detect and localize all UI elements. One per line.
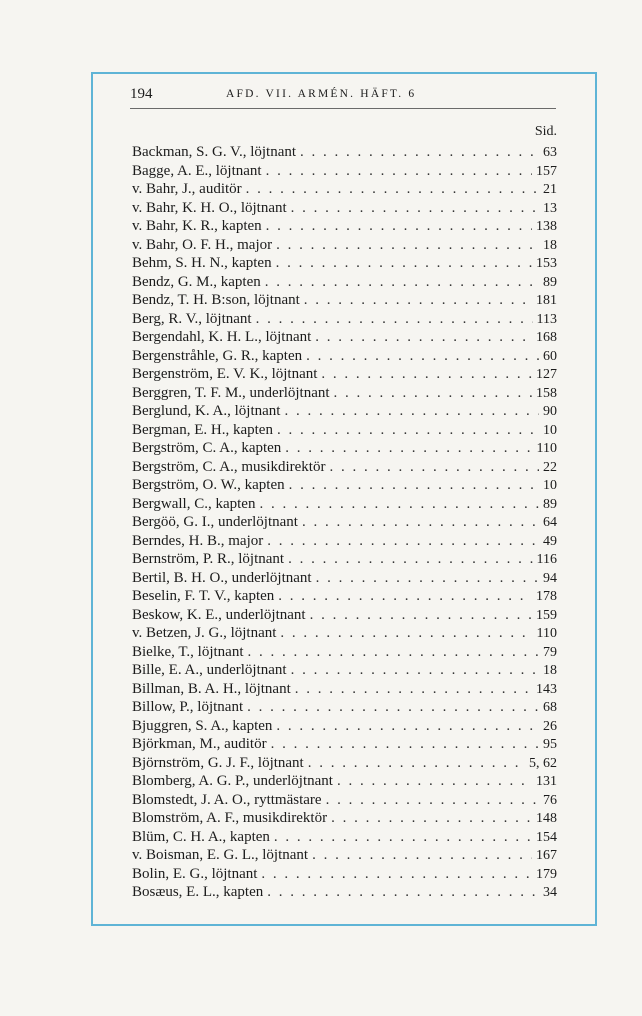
entry-name: Blomström, A. F., musikdirektör <box>132 810 328 826</box>
entry-page-number: 181 <box>536 293 557 308</box>
dot-leader <box>291 661 539 680</box>
dot-leader <box>277 421 539 440</box>
dot-leader <box>261 865 532 884</box>
entry-page-number: 13 <box>543 200 557 216</box>
index-entry <box>132 476 557 495</box>
index-entry <box>132 402 557 421</box>
entry-page-number: 116 <box>536 552 557 567</box>
entry-page-number: 18 <box>543 663 557 678</box>
dot-leader <box>266 217 532 236</box>
entry-page-number: 157 <box>536 163 557 179</box>
entry-page-number: 168 <box>536 330 557 345</box>
dot-leader <box>315 328 532 347</box>
entry-name: Blüm, C. H. A., kapten <box>132 828 270 845</box>
entry-name: Björkman, M., auditör <box>132 736 267 752</box>
entry-page-number: 127 <box>536 367 557 382</box>
index-entry <box>132 180 557 199</box>
entry-name: Bergström, C. A., musikdirektör <box>132 458 326 475</box>
dot-leader <box>308 754 525 773</box>
dot-leader <box>284 402 539 421</box>
index-entry <box>132 606 557 625</box>
entry-name: Bergström, C. A., kapten <box>132 440 282 456</box>
entry-name: Berggren, T. F. M., underlöjtnant <box>132 384 330 401</box>
index-entry <box>132 254 557 273</box>
dot-leader <box>276 236 539 255</box>
entry-name: v. Bahr, K. R., kapten <box>132 218 262 234</box>
index-entry <box>132 680 557 699</box>
index-entry <box>132 421 557 440</box>
entry-name: Bergendahl, K. H. L., löjtnant <box>132 329 312 345</box>
index-entry <box>132 624 557 643</box>
dot-leader <box>278 587 532 606</box>
entry-name: Bertil, B. H. O., underlöjtnant <box>132 569 312 586</box>
entry-page-number: 138 <box>536 219 557 234</box>
entry-name: Bergman, E. H., kapten <box>132 421 273 438</box>
index-entry <box>132 754 557 773</box>
dot-leader <box>306 347 539 366</box>
entry-name: Berndes, H. B., major <box>132 532 264 549</box>
index-entry <box>132 513 557 532</box>
dot-leader <box>256 310 533 329</box>
index-entry <box>132 550 557 569</box>
entry-name: Bergenstråhle, G. R., kapten <box>132 347 303 364</box>
entry-name: Bjuggren, S. A., kapten <box>132 717 273 734</box>
dot-leader <box>247 698 539 717</box>
index-entry <box>132 532 557 551</box>
index-entry <box>132 458 557 477</box>
entry-page-number: 95 <box>543 737 557 752</box>
index-list <box>132 143 557 902</box>
index-entry <box>132 791 557 810</box>
entry-name: Bernström, P. R., löjtnant <box>132 551 285 567</box>
entry-page-number: 18 <box>543 237 557 253</box>
entry-name: v. Boisman, E. G. L., löjtnant <box>132 847 309 863</box>
dot-leader <box>316 569 539 588</box>
dot-leader <box>300 143 539 162</box>
dot-leader <box>265 273 539 292</box>
entry-page-number: 154 <box>536 829 557 845</box>
entry-name: Bergwall, C., kapten <box>132 495 256 512</box>
index-entry <box>132 273 557 292</box>
entry-page-number: 89 <box>543 496 557 512</box>
dot-leader <box>288 550 532 569</box>
index-entry <box>132 717 557 736</box>
dot-leader <box>259 495 539 514</box>
entry-page-number: 63 <box>543 145 557 160</box>
entry-name: Björnström, G. J. F., löjtnant <box>132 754 304 771</box>
dot-leader <box>334 384 532 403</box>
entry-page-number: 131 <box>536 774 557 789</box>
entry-name: v. Bahr, J., auditör <box>132 181 242 197</box>
entry-page-number: 90 <box>543 404 557 419</box>
dot-leader <box>246 180 539 199</box>
entry-page-number: 148 <box>536 811 557 826</box>
index-entry <box>132 143 557 162</box>
entry-page-number: 89 <box>543 274 557 290</box>
entry-name: Bergenström, E. V. K., löjtnant <box>132 366 318 382</box>
dot-leader <box>276 717 539 736</box>
index-entry <box>132 236 557 255</box>
entry-page-number: 21 <box>543 182 557 197</box>
index-entry <box>132 661 557 680</box>
entry-name: Bille, E. A., underlöjtnant <box>132 662 287 678</box>
dot-leader <box>267 883 539 902</box>
dot-leader <box>312 846 532 865</box>
index-entry <box>132 865 557 884</box>
dot-leader <box>274 828 532 847</box>
entry-page-number: 94 <box>543 570 557 586</box>
dot-leader <box>291 199 539 218</box>
entry-page-number: 153 <box>536 256 557 271</box>
entry-page-number: 68 <box>543 700 557 715</box>
entry-page-number: 26 <box>543 718 557 734</box>
entry-page-number: 76 <box>543 792 557 808</box>
entry-page-number: 10 <box>543 422 557 438</box>
dot-leader <box>267 532 539 551</box>
dot-leader <box>304 291 532 310</box>
index-entry <box>132 162 557 181</box>
entry-name: v. Betzen, J. G., löjtnant <box>132 625 277 641</box>
entry-name: Beselin, F. T. V., kapten <box>132 588 275 604</box>
dot-leader <box>321 365 532 384</box>
dot-leader <box>310 606 532 625</box>
index-entry <box>132 809 557 828</box>
dot-leader <box>289 476 539 495</box>
entry-page-number: 159 <box>536 607 557 623</box>
entry-page-number: 22 <box>543 459 557 475</box>
running-title: AFD. VII. ARMÉN. HÄFT. 6 <box>226 88 417 100</box>
index-entry <box>132 643 557 662</box>
index-entry <box>132 365 557 384</box>
entry-name: Bendz, G. M., kapten <box>132 273 261 290</box>
index-entry <box>132 328 557 347</box>
index-entry <box>132 883 557 902</box>
dot-leader <box>285 439 532 458</box>
entry-name: Blomstedt, J. A. O., ryttmästare <box>132 791 322 808</box>
entry-name: Bolin, E. G., löjtnant <box>132 865 258 882</box>
index-entry <box>132 846 557 865</box>
dot-leader <box>271 735 539 754</box>
dot-leader <box>302 513 539 532</box>
index-entry <box>132 587 557 606</box>
index-entry <box>132 828 557 847</box>
index-entry <box>132 495 557 514</box>
dot-leader <box>329 458 539 477</box>
entry-name: Bielke, T., löjtnant <box>132 643 244 660</box>
entry-name: Billow, P., löjtnant <box>132 699 244 715</box>
entry-page-number: 5, 62 <box>529 755 557 771</box>
entry-page-number: 60 <box>543 348 557 364</box>
dot-leader <box>326 791 539 810</box>
dot-leader <box>337 772 532 791</box>
entry-name: Berg, R. V., löjtnant <box>132 310 252 327</box>
entry-name: Backman, S. G. V., löjtnant <box>132 144 297 160</box>
entry-page-number: 158 <box>536 385 557 401</box>
index-entry <box>132 347 557 366</box>
index-entry <box>132 384 557 403</box>
entry-name: Beskow, K. E., underlöjtnant <box>132 606 306 623</box>
entry-page-number: 110 <box>536 441 557 456</box>
entry-page-number: 178 <box>536 589 557 604</box>
entry-page-number: 179 <box>536 866 557 882</box>
dot-leader <box>266 162 532 181</box>
entry-name: Behm, S. H. N., kapten <box>132 255 272 271</box>
index-entry <box>132 569 557 588</box>
entry-page-number: 113 <box>536 311 557 327</box>
page-number: 194 <box>130 86 153 102</box>
entry-name: Blomberg, A. G. P., underlöjtnant <box>132 773 333 789</box>
entry-page-number: 79 <box>543 644 557 660</box>
entry-page-number: 34 <box>543 885 557 900</box>
entry-page-number: 143 <box>536 681 557 697</box>
dot-leader <box>280 624 532 643</box>
entry-name: v. Bahr, K. H. O., löjtnant <box>132 199 287 216</box>
entry-page-number: 167 <box>536 848 557 863</box>
entry-name: v. Bahr, O. F. H., major <box>132 236 273 253</box>
page-header <box>130 84 556 109</box>
entry-page-number: 110 <box>536 626 557 641</box>
index-entry <box>132 772 557 791</box>
dot-leader <box>295 680 532 699</box>
index-entry <box>132 291 557 310</box>
dot-leader <box>331 809 532 828</box>
entry-name: Bergström, O. W., kapten <box>132 477 285 493</box>
entry-page-number: 64 <box>543 515 557 530</box>
index-entry <box>132 310 557 329</box>
entry-page-number: 49 <box>543 533 557 549</box>
page-column-label: Sid. <box>534 124 557 139</box>
index-entry <box>132 217 557 236</box>
entry-name: Berglund, K. A., löjtnant <box>132 403 281 419</box>
entry-page-number: 10 <box>543 478 557 493</box>
index-entry <box>132 735 557 754</box>
index-entry <box>132 698 557 717</box>
entry-name: Bosæus, E. L., kapten <box>132 884 264 900</box>
entry-name: Bagge, A. E., löjtnant <box>132 162 262 179</box>
index-entry <box>132 439 557 458</box>
entry-name: Bergöö, G. I., underlöjtnant <box>132 514 298 530</box>
dot-leader <box>248 643 539 662</box>
entry-name: Bendz, T. H. B:son, löjtnant <box>132 292 300 308</box>
entry-name: Billman, B. A. H., löjtnant <box>132 680 291 697</box>
dot-leader <box>276 254 532 273</box>
index-entry <box>132 199 557 218</box>
